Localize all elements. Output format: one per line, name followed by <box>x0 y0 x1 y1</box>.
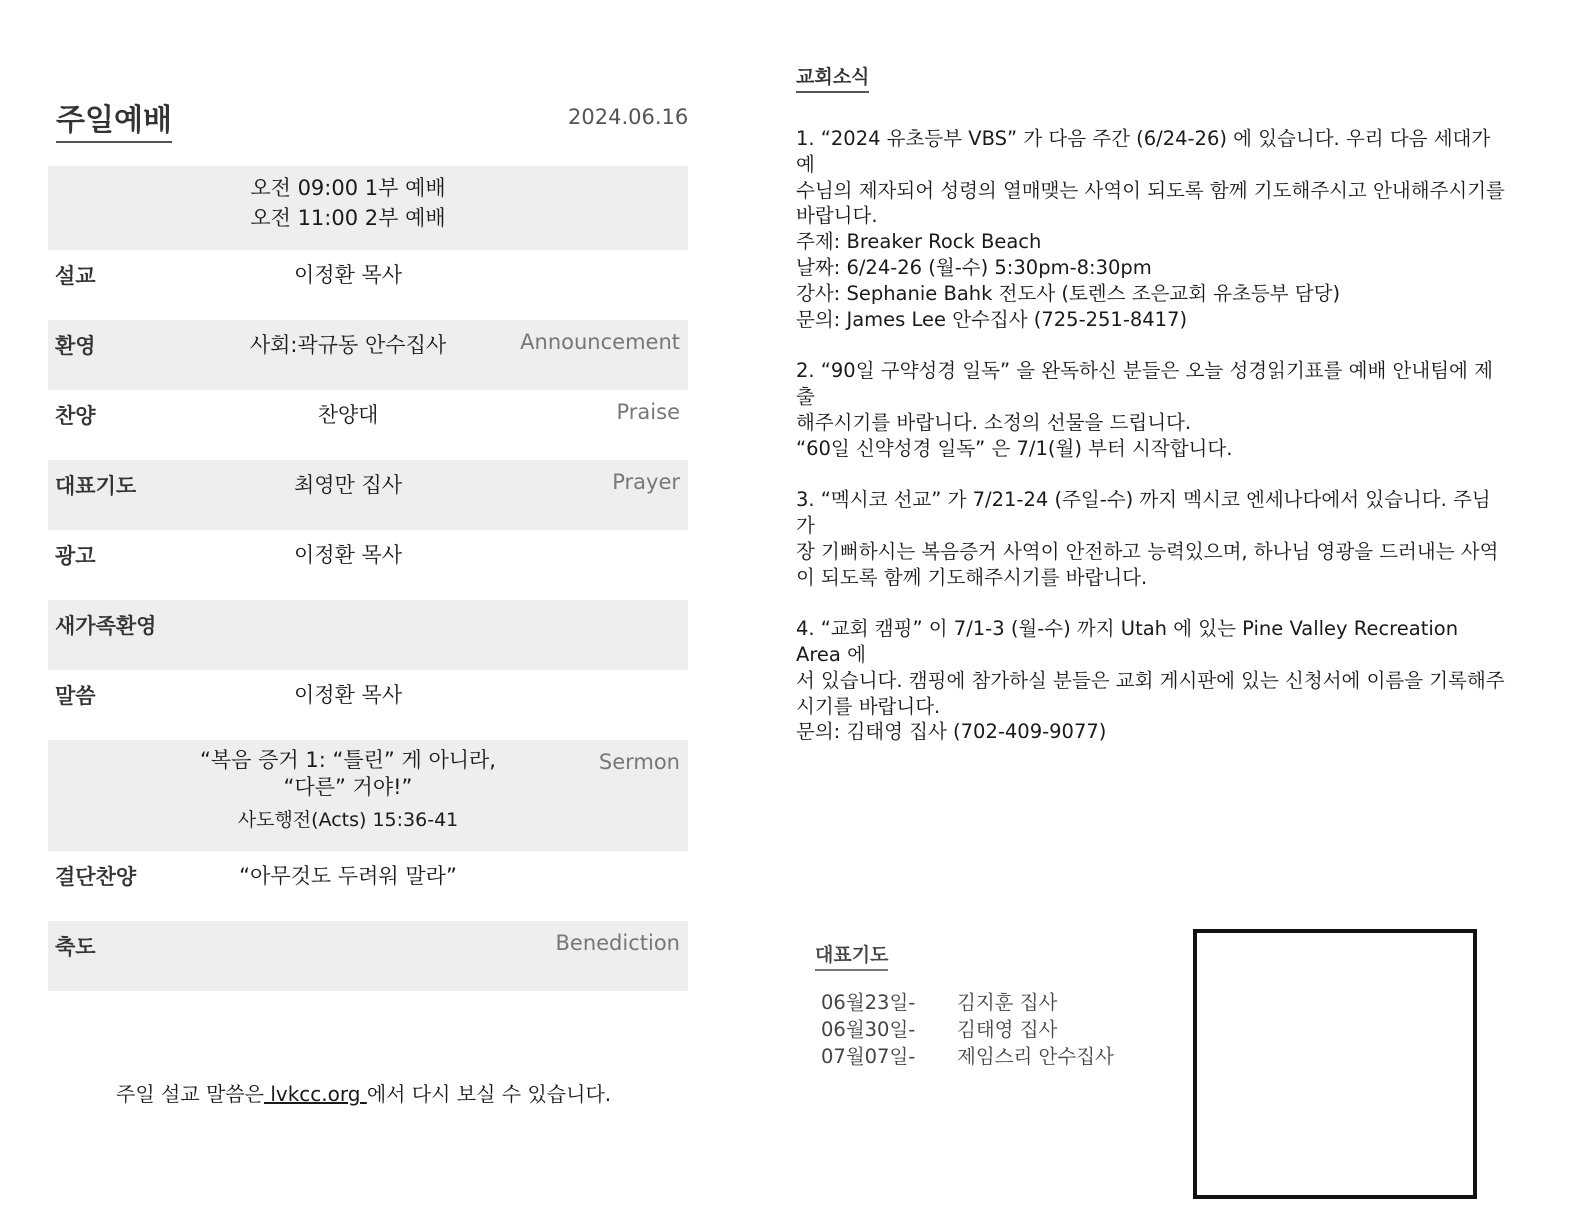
order-label: 결단찬양 <box>55 865 137 889</box>
service-times <box>188 173 508 233</box>
order-label: 찬양 <box>55 404 96 428</box>
order-row-welcome <box>48 320 688 390</box>
order-person: 사회:곽규동 안수집사 <box>249 333 447 357</box>
order-row-sermon <box>48 740 688 851</box>
order-row-benediction <box>48 921 688 991</box>
order-label: 광고 <box>55 544 96 568</box>
news-line: 2. “90일 구약성경 일독” 을 완독하신 분들은 오늘 성경읽기표를 예배 안내팀에 제출 <box>796 359 1493 408</box>
order-row-announcements <box>48 530 688 600</box>
order-label: 설교 <box>55 264 96 288</box>
news-item <box>796 358 1506 461</box>
order-english: Benediction <box>555 931 680 955</box>
order-row-sermon-speaker <box>48 250 688 320</box>
service-time-1: 오전 09:00 1부 예배 <box>250 176 446 200</box>
service-time-2: 오전 11:00 2부 예배 <box>250 206 446 230</box>
order-person: 최영만 집사 <box>293 473 403 497</box>
prayer-date: 06월23일- <box>821 991 916 1014</box>
news-line: “60일 신약성경 일독” 은 7/1(월) 부터 시작합니다. <box>796 436 1233 460</box>
news-line: 4. “교회 캠핑” 이 7/1-3 (월-수) 까지 Utah 에 있는 Pine Valley Recreation Area 에 <box>796 617 1459 666</box>
news-line: 장 기뻐하시는 복음증거 사역이 안전하고 능력있으며, 하나님 영광을 드러내는 사역 <box>796 539 1499 563</box>
order-person: 찬양대 <box>317 403 379 427</box>
news-line: 강사: Sephanie Bahk 전도사 (토렌스 조은교회 유초등부 담당) <box>796 281 1341 305</box>
order-person: 이정환 목사 <box>293 263 403 287</box>
order-label: 말씀 <box>55 684 96 708</box>
page-title: 주일예배 <box>56 103 172 143</box>
order-row-message <box>48 670 688 740</box>
order-row-prayer <box>48 460 688 530</box>
prayer-person: 김지훈 집사 <box>957 991 1058 1014</box>
prayer-entry <box>821 987 1141 1014</box>
sermon-online-note <box>116 1078 611 1107</box>
sermon-title-line1: “복음 증거 1: “틀린” 게 아니라, <box>200 748 496 772</box>
prayer-person: 김태영 집사 <box>957 1018 1058 1041</box>
news-line: 1. “2024 유초등부 VBS” 가 다음 주간 (6/24-26) 에 있습니다. 우리 다음 세대가 예 <box>796 127 1491 176</box>
sermon-scripture: 사도행전(Acts) 15:36-41 <box>237 809 459 831</box>
order-english: Announcement <box>520 330 680 354</box>
order-person: 이정환 목사 <box>293 543 403 567</box>
news-item <box>796 126 1506 332</box>
order-person: 이정환 목사 <box>293 683 403 707</box>
news-line: 해주시기를 바랍니다. 소정의 선물을 드립니다. <box>796 410 1192 434</box>
sermon-title-line2: “다른” 거야!” <box>283 775 413 799</box>
image-placeholder-box <box>1193 929 1477 1199</box>
news-line: 3. “멕시코 선교” 가 7/21-24 (주일-수) 까지 멕시코 엔세나다에서 있습니다. 주님 가 <box>796 488 1491 537</box>
prayer-entry <box>821 1014 1141 1041</box>
footer-text-after: 에서 다시 보실 수 있습니다. <box>366 1082 612 1106</box>
order-label: 새가족환영 <box>55 614 157 638</box>
prayer-entry <box>821 1041 1141 1068</box>
news-item <box>796 616 1506 745</box>
news-line: 날짜: 6/24-26 (월-수) 5:30pm-8:30pm <box>796 255 1152 279</box>
prayer-date: 06월30일- <box>821 1018 916 1041</box>
worship-order-table <box>48 166 688 991</box>
order-label: 대표기도 <box>55 474 137 498</box>
news-line: 주제: Breaker Rock Beach <box>796 230 1042 254</box>
footer-text-before: 주일 설교 말씀은 <box>116 1082 264 1106</box>
news-line: 서 있습니다. 캠핑에 참가하실 분들은 교회 게시판에 있는 신청서에 이름을 기록해주 <box>796 668 1505 692</box>
closing-hymn-title: “아무것도 두려워 말라” <box>239 864 457 888</box>
order-label: 축도 <box>55 935 96 959</box>
order-row-new-family <box>48 600 688 670</box>
sermon-block <box>188 747 508 834</box>
prayer-person: 제임스리 안수집사 <box>957 1045 1114 1068</box>
news-heading: 교회소식 <box>796 62 869 93</box>
order-row-praise <box>48 390 688 460</box>
order-english: Sermon <box>598 750 680 774</box>
service-times-row <box>48 166 688 250</box>
service-date: 2024.06.16 <box>568 105 689 129</box>
order-english: Prayer <box>612 470 680 494</box>
prayer-schedule-heading: 대표기도 <box>815 940 888 971</box>
website-link[interactable]: lvkcc.org <box>263 1082 367 1106</box>
news-list <box>796 126 1506 771</box>
news-line: 수님의 제자되어 성령의 열매맺는 사역이 되도록 함께 기도해주시고 안내해주시기를 <box>796 178 1505 202</box>
news-item <box>796 487 1506 590</box>
order-english: Praise <box>616 400 680 424</box>
news-line: 문의: James Lee 안수집사 (725-251-8417) <box>796 307 1188 331</box>
news-line: 바랍니다. <box>796 204 878 228</box>
prayer-schedule-list <box>821 987 1141 1068</box>
prayer-date: 07월07일- <box>821 1045 916 1068</box>
news-line: 시기를 바랍니다. <box>796 694 941 718</box>
order-label: 환영 <box>55 334 96 358</box>
news-line: 이 되도록 함께 기도해주시기를 바랍니다. <box>796 565 1148 589</box>
news-line: 문의: 김태영 집사 (702-409-9077) <box>796 720 1107 744</box>
order-row-closing-hymn <box>48 851 688 921</box>
